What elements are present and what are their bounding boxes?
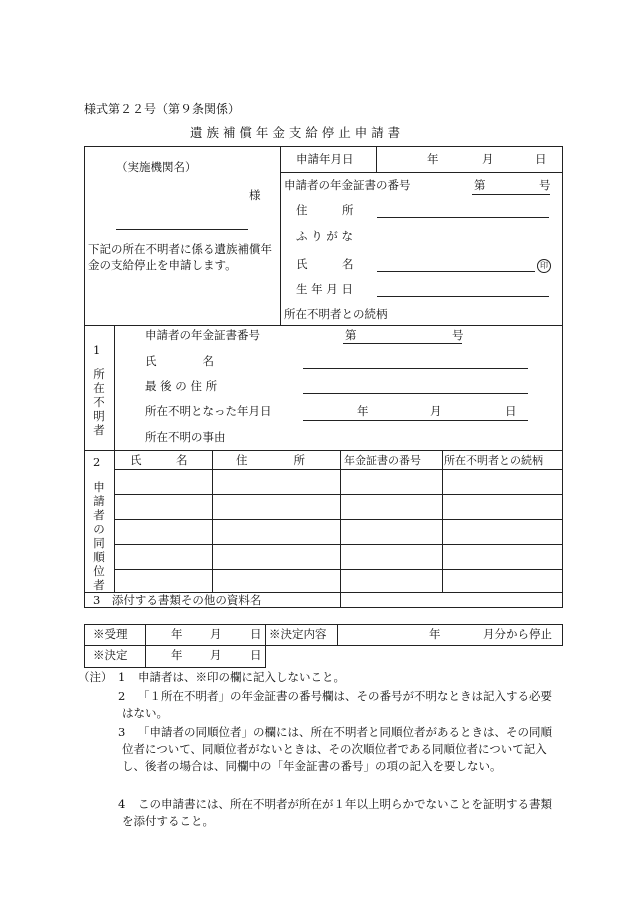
address-field[interactable] <box>377 217 549 218</box>
missing-reason-label: 所在不明の事由 <box>145 430 226 444</box>
decision-month: 月 <box>210 648 222 662</box>
institution-label: （実施機関名） <box>116 160 197 174</box>
table-row[interactable] <box>115 470 562 494</box>
receipt-day: 日 <box>250 627 262 641</box>
birthdate-label: 生 年 月 日 <box>296 282 353 296</box>
receipt-month: 月 <box>210 627 222 641</box>
missing-day: 日 <box>505 404 517 418</box>
attached-field[interactable] <box>341 593 562 607</box>
address-label: 住 所 <box>296 203 354 217</box>
note-number: 1 <box>118 670 126 684</box>
app-day: 日 <box>535 152 547 166</box>
stop-year: 年 <box>429 627 441 641</box>
missing-name-field[interactable] <box>303 368 528 369</box>
missing-month: 月 <box>430 404 442 418</box>
cert-go: 号 <box>539 178 551 192</box>
note-text: 申請者は、※印の欄に記入しないこと。 <box>138 670 345 684</box>
form-title: 遺 族 補 償 年 金 支 給 停 止 申 請 書 <box>190 125 401 140</box>
table-row[interactable] <box>115 570 562 592</box>
request-text: 下記の所在不明者に係る遺族補償年金の支給停止を申請します。 <box>88 242 272 272</box>
name-label: 氏 名 <box>296 257 354 271</box>
last-address-label: 最 後 の 住 所 <box>145 379 218 393</box>
decision-content-label: ※決定内容 <box>269 627 327 641</box>
applicant-cert-field[interactable] <box>472 194 550 195</box>
attached-label: 3 添付する書類その他の資料名 <box>93 593 262 607</box>
seal-icon: 印 <box>537 259 551 273</box>
note-text: 「申請者の同順位者」の欄には、所在不明者と同順位者があるときは、その同順位者について、同順位者がないときは、その次順位者である同順位者について記入し、後者の場合は、同欄中の「年金証書の番号」の項の記入を要しない。 <box>122 725 552 773</box>
col-header-relation: 所在不明者との続柄 <box>444 454 543 467</box>
section1-title: 所在不明者 <box>93 367 105 437</box>
missing-date-field[interactable] <box>303 420 528 421</box>
note-number: 2 <box>118 689 126 703</box>
decision-year: 年 <box>171 648 183 662</box>
section2-title: 申請者の同順位者 <box>93 480 105 592</box>
table-row[interactable] <box>115 520 562 544</box>
relation-label: 所在不明者との続柄 <box>284 307 388 321</box>
honorific: 様 <box>249 188 261 202</box>
cert-dai: 第 <box>474 178 486 192</box>
section1-number: 1 <box>93 343 101 357</box>
notes-prefix: （注） <box>78 670 113 684</box>
note-text: この申請書には、所在不明者が所在が１年以上明らかでないことを証明する書類を添付すること。 <box>122 797 552 828</box>
app-month: 月 <box>482 152 494 166</box>
receipt-label: ※受理 <box>93 627 128 641</box>
institution-name-field[interactable] <box>116 229 248 230</box>
missing-cert-dai: 第 <box>345 328 357 342</box>
form-number: 様式第２２号（第９条関係） <box>84 102 241 116</box>
table-row[interactable] <box>115 495 562 519</box>
missing-date-label: 所在不明となった年月日 <box>145 404 272 418</box>
note-text: 「１所在不明者」の年金証書の番号欄は、その番号が不明なときは記入する必要はない。 <box>122 689 552 720</box>
table-row[interactable] <box>115 545 562 569</box>
note-number: 3 <box>118 725 126 739</box>
decision-day: 日 <box>250 648 262 662</box>
col-header-address: 住 所 <box>236 453 305 467</box>
section2-number: 2 <box>93 455 101 469</box>
app-year: 年 <box>427 152 439 166</box>
missing-name-label: 氏 名 <box>145 354 214 368</box>
name-field[interactable] <box>377 271 535 272</box>
note-number: 4 <box>118 797 126 811</box>
birthdate-field[interactable] <box>377 296 549 297</box>
last-address-field[interactable] <box>303 393 528 394</box>
col-header-cert: 年金証書の番号 <box>344 454 421 467</box>
missing-cert-field[interactable] <box>343 343 462 344</box>
col-header-name: 氏 名 <box>130 453 188 467</box>
receipt-year: 年 <box>171 627 183 641</box>
application-date-label: 申請年月日 <box>296 152 354 166</box>
stop-from-label: 月分から停止 <box>483 627 552 641</box>
furigana-label: ふ り が な <box>296 229 353 243</box>
decision-label: ※決定 <box>93 648 128 662</box>
applicant-cert-label: 申請者の年金証書の番号 <box>284 178 411 192</box>
missing-cert-go: 号 <box>452 328 464 342</box>
missing-cert-label: 申請者の年金証書番号 <box>145 328 260 342</box>
missing-year: 年 <box>357 404 369 418</box>
